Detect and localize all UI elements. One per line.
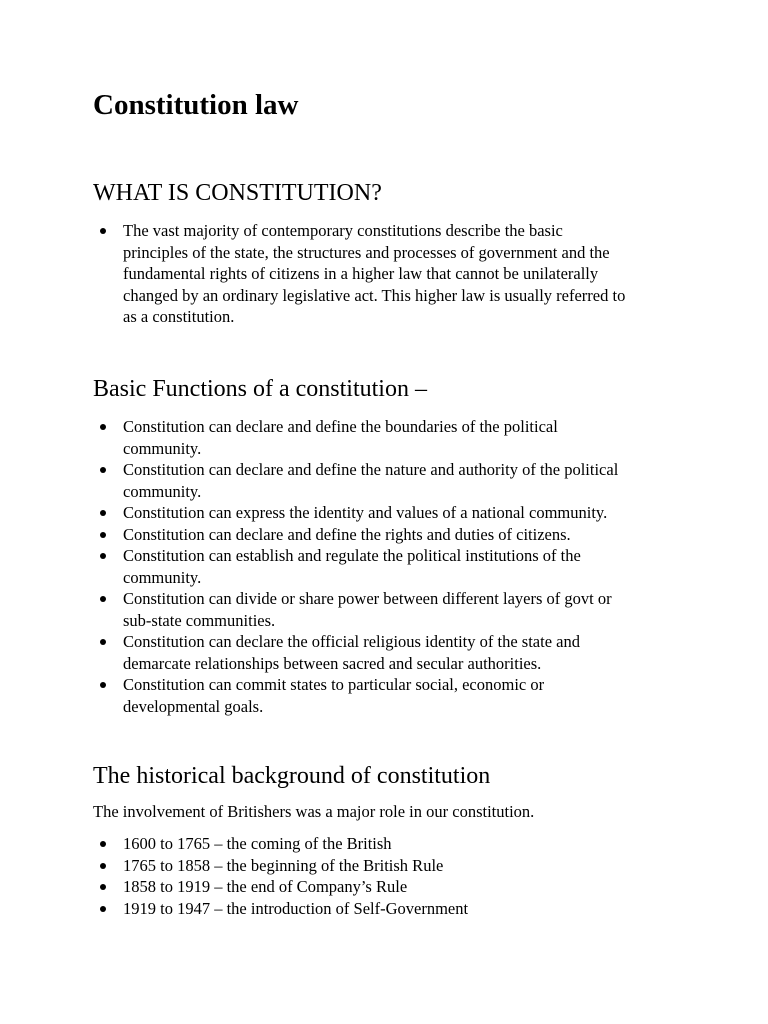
bullet-dot-icon (100, 639, 106, 645)
list-item-text-line: 1600 to 1765 – the coming of the British (123, 834, 392, 853)
section-heading-what-is-constitution: WHAT IS CONSTITUTION? (93, 180, 382, 206)
list-item (93, 855, 693, 877)
list-item-text-line: changed by an ordinary legislative act. This higher law is usually referred to (123, 285, 626, 305)
list-item-text-line: community. (123, 481, 202, 501)
historical-intro-paragraph: The involvement of Britishers was a major role in our constitution. (93, 802, 535, 821)
list-item (93, 502, 693, 524)
list-item-text-line: 1919 to 1947 – the introduction of Self-Government (123, 898, 469, 918)
bullet-dot-icon (100, 863, 106, 869)
list-item (93, 220, 693, 328)
section-heading-basic-functions: Basic Functions of a constitution – (93, 376, 427, 402)
bullet-dot-icon (100, 596, 106, 602)
list-item-text-line: Constitution can declare and define the nature and authority of the political (123, 460, 619, 479)
list-item-text-line: Constitution can establish and regulate the political institutions of the (123, 546, 581, 565)
section-heading-historical-background: The historical background of constitution (93, 763, 491, 789)
list-item (93, 898, 693, 920)
list-item-text-line: community. (123, 567, 202, 587)
list-item-text-line: 1858 to 1919 – the end of Company’s Rule (123, 877, 408, 896)
list-item-text-line: Constitution can express the identity and values of a national community. (123, 503, 608, 522)
document-title: Constitution law (93, 89, 299, 121)
list-item (93, 631, 693, 674)
list-item-text-line: as a constitution. (123, 307, 235, 326)
list-item (93, 545, 693, 588)
list-item (93, 588, 693, 631)
list-item-text-line: developmental goals. (123, 696, 264, 716)
list-item-text-line: Constitution can divide or share power between different layers of govt or (123, 589, 612, 608)
list-item-text-line: demarcate relationships between sacred and secular authorities. (123, 653, 542, 673)
bullet-dot-icon (100, 532, 106, 538)
list-item-text-line: Constitution can commit states to particular social, economic or (123, 675, 545, 694)
bullet-dot-icon (100, 884, 106, 890)
list-item-text-line: sub-state communities. (123, 610, 276, 630)
list-item-text-line: Constitution can declare and define the boundaries of the political (123, 417, 558, 436)
list-item-text-line: Constitution can declare and define the rights and duties of citizens. (123, 524, 571, 544)
list-item-text-line: principles of the state, the structures and processes of government and the (123, 242, 610, 262)
bullet-dot-icon (100, 906, 106, 912)
list-item (93, 833, 693, 855)
list-item-text-line: Constitution can declare the official religious identity of the state and (123, 632, 580, 651)
bullet-dot-icon (100, 510, 106, 516)
list-item-text-line: 1765 to 1858 – the beginning of the British Rule (123, 855, 444, 875)
bullet-dot-icon (100, 553, 106, 559)
list-item (93, 416, 693, 459)
basic-functions-list (93, 416, 693, 717)
bullet-dot-icon (100, 424, 106, 430)
bullet-dot-icon (100, 467, 106, 473)
bullet-dot-icon (100, 682, 106, 688)
list-item-text-line: The vast majority of contemporary constitutions describe the basic (123, 221, 563, 240)
list-item (93, 674, 693, 717)
list-item (93, 459, 693, 502)
list-item (93, 876, 693, 898)
bullet-dot-icon (100, 841, 106, 847)
historical-periods-list (93, 833, 693, 919)
bullet-dot-icon (100, 228, 106, 234)
list-item (93, 524, 693, 546)
list-item-text-line: fundamental rights of citizens in a higher law that cannot be unilaterally (123, 264, 599, 283)
what-is-constitution-list (93, 220, 693, 328)
list-item-text-line: community. (123, 438, 202, 458)
